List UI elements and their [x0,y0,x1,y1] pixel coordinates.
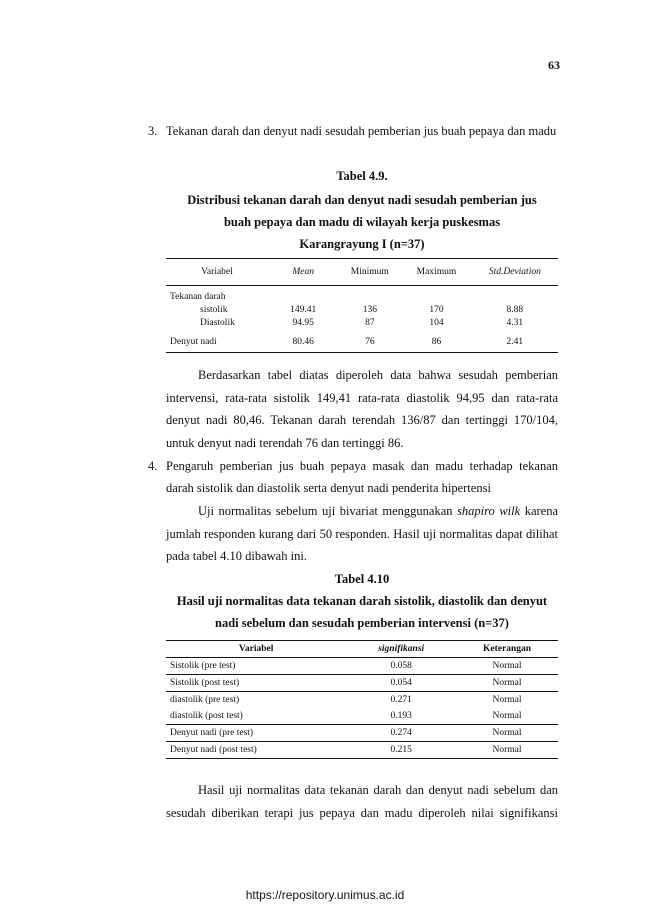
table-4-9-title-line3: Karangrayung I (n=37) [299,237,425,251]
col-header-variabel: Variabel [166,259,268,286]
cell-ket: Normal [456,742,558,759]
cell-ket: Normal [456,708,558,725]
row-label: diastolik (pre test) [170,694,240,705]
cell-ket: Normal [456,725,558,742]
cell-sd: 8.88 [506,304,524,315]
row-group-label: Tekanan darah [170,291,226,302]
cell-ket: Normal [492,694,522,705]
row-label: Sistolik (pre test) [166,658,346,675]
row-label: diastolik (post test) [166,708,346,725]
table-4-9-title-line1: Distribusi tekanan darah dan denyut nadi sesudah pemberian jus [187,193,537,207]
table-row [166,329,558,353]
row-label: sistolik [200,304,228,315]
table-4-9-label: Tabel 4.9. [336,169,388,183]
row-label: Denyut nadi (pre test) [166,725,346,742]
table-row [166,708,558,725]
cell-sig: 0.271 [390,694,412,705]
table-row [166,286,558,304]
cell-max: 86 [401,329,472,353]
row-label: Denyut nadi [166,329,268,353]
table-4-10-title-line2: nadi sebelum dan sesudah pemberian intervensi (n=37) [215,616,509,630]
table-4-10-label: Tabel 4.10 [334,572,390,586]
cell-sd: 4.31 [506,317,524,328]
table-row [166,303,558,316]
page-number: 63 [548,58,560,72]
row-label: Sistolik (post test) [166,675,346,692]
list-item-number: 4. [148,459,158,473]
cell-min: 136 [362,304,377,315]
col-header-std-deviation: Std.Deviation [472,259,558,286]
table-4-9-title-line2: buah pepaya dan madu di wilayah kerja puskesmas [223,215,501,229]
cell-max: 170 [429,304,444,315]
table-4-10-title-line1: Hasil uji normalitas data tekanan darah sistolik, diastolik dan denyut [176,594,548,608]
row-label: Diastolik [200,317,235,328]
cell-mean: 80.46 [268,329,339,353]
row-label: Denyut nadi (post test) [166,742,346,759]
list-item-4 [148,455,558,499]
cell-min: 76 [338,329,401,353]
list-item-number: 3. [148,124,158,138]
cell-ket: Normal [456,675,558,692]
cell-sig: 0.274 [346,725,456,742]
col-header-minimum: Minimum [338,259,401,286]
table-row [166,316,558,329]
cell-sig: 0.058 [346,658,456,675]
table-row [166,742,558,759]
col-header-signifikansi: signifikansi [346,641,456,658]
cell-max: 104 [429,317,444,328]
col-header-maximum: Maximum [401,259,472,286]
footer-url[interactable]: https://repository.unimus.ac.id [245,888,405,902]
cell-min: 87 [365,317,375,328]
paragraph-table-4-9-summary: Berdasarkan tabel diatas diperoleh data bahwa sesudah pemberian intervensi, rata-rata sistolik 149,41 rata-rata diastolik 94,95 dan rata-rata denyut nadi 80,46. Tekanan darah terendah 136/87 dan tertinggi 170/104, untuk denyut nadi terendah 76 dan tertinggi 86. [166,368,558,450]
list-item-text: Pengaruh pemberian jus buah pepaya masak dan madu terhadap tekanan darah sistolik dan diastolik serta denyut nadi penderita hipertensi [166,459,558,495]
table-row [166,692,558,709]
paragraph-normality-intro: Uji normalitas sebelum uji bivariat menggunakan shapiro wilk karena jumlah responden kurang dari 50 responden. Hasil uji normalitas dapat dilihat pada tabel 4.10 dibawah ini. [166,504,559,563]
col-header-keterangan: Keterangan [456,641,558,658]
table-row [166,658,558,675]
table-row [166,675,558,692]
cell-sig: 0.215 [346,742,456,759]
cell-mean: 149.41 [290,304,317,315]
table-4-10 [166,640,558,759]
cell-sig: 0.193 [346,708,456,725]
paragraph-normality-result: Hasil uji normalitas data tekanan darah dan denyut nadi sebelum dan sesudah diberikan terapi jus pepaya dan madu diperoleh nilai signifikansi [166,783,558,820]
cell-mean: 94.95 [292,317,314,328]
cell-sd: 2.41 [472,329,558,353]
table-row [166,725,558,742]
cell-sig: 0.054 [346,675,456,692]
col-header-variabel: Variabel [166,641,346,658]
table-4-9 [166,258,558,353]
cell-ket: Normal [456,658,558,675]
col-header-mean: Mean [268,259,339,286]
list-item-3 [148,120,558,142]
list-item-text: Tekanan darah dan denyut nadi sesudah pemberian jus buah pepaya dan madu [166,124,557,138]
